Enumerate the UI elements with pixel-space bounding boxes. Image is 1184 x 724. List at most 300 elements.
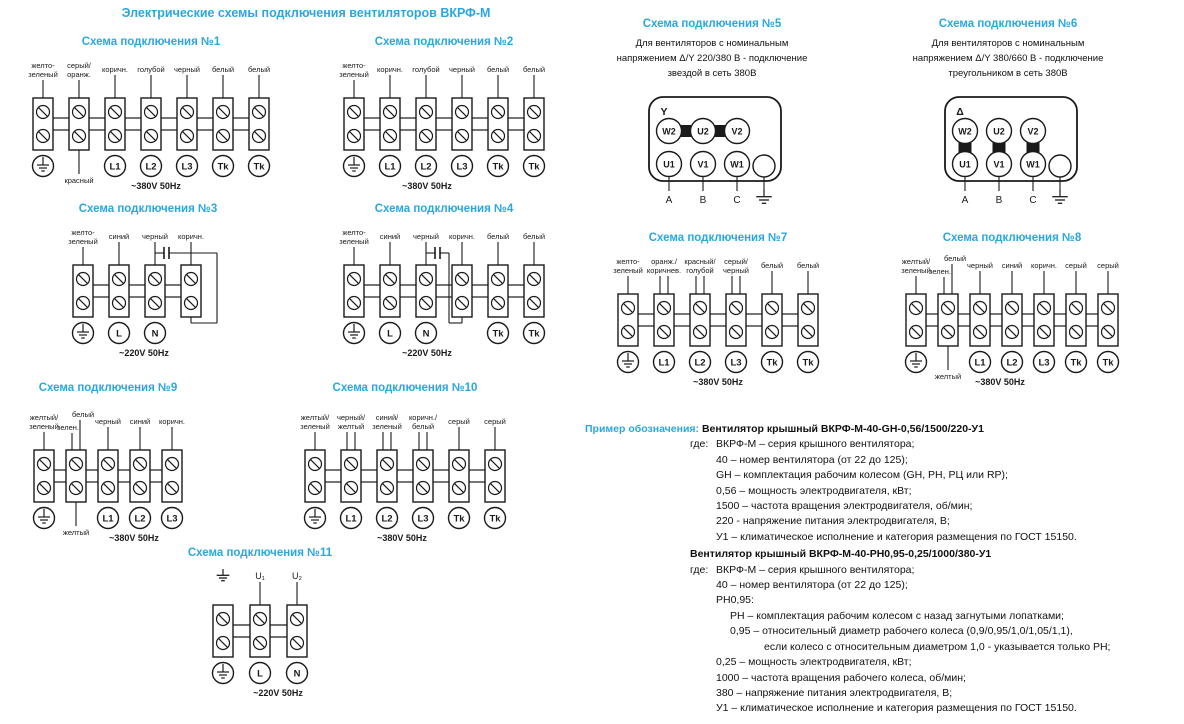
- terminal-designation: [108, 323, 129, 344]
- ground-terminal-icon: [618, 352, 639, 373]
- svg-text:серый: серый: [1097, 261, 1119, 270]
- terminal-column: [523, 65, 545, 177]
- svg-text:зелен.: зелен.: [56, 423, 80, 432]
- svg-text:L3: L3: [181, 161, 193, 173]
- svg-text:серый: серый: [1065, 261, 1087, 270]
- scheme-3-title: Схема подключения №3: [78, 203, 218, 215]
- terminal-column: [108, 232, 129, 344]
- voltage-label: ~380V 50Hz: [109, 533, 159, 543]
- svg-text:зеленый: зеленый: [67, 237, 98, 246]
- screw-terminal-icon: [1006, 302, 1019, 315]
- phase-label: B: [995, 195, 1003, 206]
- screw-terminal-icon: [1070, 326, 1083, 339]
- example-line: 40 – номер вентилятора (от 22 до 125);: [716, 579, 908, 592]
- screw-terminal-icon: [345, 458, 358, 471]
- svg-text:голубой: голубой: [686, 266, 714, 275]
- scheme-10-diagram: [289, 408, 521, 548]
- example-model-title: Вентилятор крышный ВКРФ-М-40-РН0,95-0,25/1000/380-У1: [690, 548, 992, 561]
- screw-terminal-icon: [181, 106, 194, 119]
- terminal-designation: [162, 508, 183, 529]
- svg-text:Tk: Tk: [766, 357, 778, 369]
- svg-text:синий: синий: [379, 232, 401, 241]
- screw-terminal-icon: [181, 130, 194, 143]
- terminal-column: [723, 257, 749, 373]
- svg-text:желтый/: желтый/: [300, 413, 330, 422]
- screw-terminal-icon: [217, 106, 230, 119]
- screw-terminal-icon: [109, 130, 122, 143]
- screw-terminal-icon: [528, 273, 541, 286]
- scheme-1: [6, 36, 296, 196]
- screw-terminal-icon: [148, 273, 161, 286]
- phase-label: C: [733, 195, 741, 206]
- scheme-4: [318, 203, 570, 363]
- terminal-column: [28, 61, 58, 177]
- screw-terminal-icon: [184, 273, 197, 286]
- screw-terminal-icon: [70, 482, 83, 495]
- example-block-2: [585, 547, 1184, 716]
- svg-text:Tk: Tk: [217, 161, 229, 173]
- terminal-column: [29, 413, 59, 529]
- svg-text:синий: синий: [108, 232, 129, 241]
- scheme-6-title: Схема подключения №6: [938, 18, 1078, 30]
- svg-text:белый: белый: [760, 261, 784, 270]
- svg-text:желто-: желто-: [616, 257, 640, 266]
- svg-text:Tk: Tk: [253, 161, 265, 173]
- voltage-label: ~380V 50Hz: [693, 377, 743, 387]
- terminal-column: [212, 65, 234, 177]
- scheme-6-description: Для вентиляторов с номинальным напряжением Δ/Y 380/660 В - подключение треугольником в сеть 380В: [912, 38, 1104, 79]
- screw-terminal-icon: [73, 106, 86, 119]
- example-line: 380 – напряжение питания электродвигателя, В;: [716, 686, 953, 699]
- screw-terminal-icon: [492, 106, 505, 119]
- svg-text:L: L: [115, 328, 122, 340]
- svg-text:коричн.: коричн.: [158, 417, 186, 426]
- terminal-column: [684, 257, 716, 373]
- screw-terminal-icon: [492, 273, 505, 286]
- terminal-column: [1065, 261, 1087, 373]
- terminal-column: [523, 232, 545, 344]
- scheme-6: [888, 18, 1128, 214]
- example-line: 220 - напряжение питания электродвигателя, В;: [716, 515, 950, 528]
- scheme-8: [890, 232, 1134, 392]
- terminal-column: [337, 413, 366, 529]
- terminal-designation: [144, 323, 165, 344]
- screw-terminal-icon: [345, 482, 358, 495]
- scheme-6-diagram: [888, 89, 1128, 214]
- screw-terminal-icon: [38, 482, 51, 495]
- svg-text:желтый: желтый: [934, 372, 962, 381]
- example-model-line: [585, 547, 1184, 562]
- screw-terminal-icon: [70, 458, 83, 471]
- terminal-column: [409, 413, 438, 529]
- scheme-5-title: Схема подключения №5: [642, 18, 782, 30]
- svg-text:коричн.: коричн.: [376, 65, 404, 74]
- terminal-column: [174, 65, 200, 177]
- svg-text:желто-: желто-: [31, 61, 55, 70]
- terminal-column: [57, 410, 94, 537]
- svg-text:U2: U2: [993, 126, 1005, 137]
- terminal-column: [130, 417, 151, 529]
- voltage-label: ~380V 50Hz: [377, 533, 427, 543]
- svg-text:зеленый: зеленый: [339, 70, 369, 79]
- terminal-column: [377, 65, 403, 177]
- terminal-designation: [377, 508, 398, 529]
- terminal-designation: [105, 156, 126, 177]
- screw-terminal-icon: [417, 482, 430, 495]
- svg-text:белый: белый: [522, 65, 546, 74]
- terminal-designation: [213, 156, 234, 177]
- screw-terminal-icon: [694, 302, 707, 315]
- voltage-label: ~380V 50Hz: [975, 377, 1025, 387]
- svg-text:черный: черный: [95, 417, 121, 426]
- terminal-column: [448, 417, 470, 529]
- svg-text:U1: U1: [959, 159, 971, 170]
- screw-terminal-icon: [348, 273, 361, 286]
- svg-text:L2: L2: [420, 161, 432, 173]
- svg-text:U1: U1: [663, 159, 675, 170]
- screw-terminal-icon: [112, 297, 125, 310]
- screw-terminal-icon: [254, 613, 267, 626]
- example-line: У1 – климатическое исполнение и категория размещения по ГОСТ 15150.: [716, 530, 1077, 543]
- svg-text:L2: L2: [1006, 357, 1018, 369]
- svg-text:коричн.: коричн.: [1030, 261, 1058, 270]
- screw-terminal-icon: [145, 106, 158, 119]
- example-model-title: Вентилятор крышный ВКРФ-М-40-GH-0,56/1500/220-У1: [701, 423, 984, 435]
- svg-text:N: N: [151, 328, 158, 340]
- screw-terminal-icon: [766, 326, 779, 339]
- ground-terminal-icon: [72, 323, 93, 344]
- svg-text:L3: L3: [1038, 357, 1050, 369]
- screw-terminal-icon: [528, 297, 541, 310]
- scheme-8-title: Схема подключения №8: [942, 232, 1082, 244]
- example-where-label: где:: [690, 563, 709, 576]
- terminal-designation: [250, 663, 271, 684]
- terminal-column: [137, 65, 164, 177]
- svg-text:Tk: Tk: [528, 161, 540, 173]
- screw-terminal-icon: [456, 297, 469, 310]
- terminal-column: [1031, 261, 1057, 373]
- terminal-designation: [452, 156, 473, 177]
- screw-terminal-icon: [348, 297, 361, 310]
- terminal-column: [95, 417, 121, 529]
- example-line: РН0,95:: [716, 594, 754, 607]
- screw-terminal-icon: [348, 130, 361, 143]
- screw-terminal-icon: [528, 106, 541, 119]
- terminal-column: [68, 228, 98, 344]
- svg-text:желто-: желто-: [70, 228, 95, 237]
- screw-terminal-icon: [134, 458, 147, 471]
- screw-terminal-icon: [730, 302, 743, 315]
- svg-text:W1: W1: [730, 159, 744, 170]
- example-line: 1000 – частота вращения рабочего колеса, об/мин;: [716, 671, 966, 684]
- terminal-designation: [380, 156, 401, 177]
- screw-terminal-icon: [381, 458, 394, 471]
- terminal-designation: [1098, 352, 1119, 373]
- screw-terminal-icon: [694, 326, 707, 339]
- svg-text:коричнев.: коричнев.: [646, 266, 682, 275]
- terminal-column: [967, 261, 993, 373]
- terminal-designation: [1002, 352, 1023, 373]
- svg-text:белый: белый: [247, 65, 271, 74]
- page-title: Электрические схемы подключения вентиляторов ВКРФ-М: [121, 6, 491, 20]
- svg-text:W1: W1: [1026, 159, 1040, 170]
- terminal-column: [647, 257, 681, 373]
- screw-terminal-icon: [622, 302, 635, 315]
- screw-terminal-icon: [1070, 302, 1083, 315]
- ground-icon: [756, 189, 771, 203]
- voltage-label: ~220V 50Hz: [118, 348, 169, 358]
- svg-text:оранж.: оранж.: [67, 70, 91, 79]
- svg-text:Tk: Tk: [492, 161, 504, 173]
- example-label: Пример обозначения:: [585, 423, 702, 435]
- screw-terminal-icon: [291, 637, 304, 650]
- svg-text:белый: белый: [71, 410, 95, 419]
- scheme-8-diagram: [890, 252, 1134, 392]
- screw-terminal-icon: [384, 130, 397, 143]
- screw-terminal-icon: [145, 130, 158, 143]
- unused-terminal: [1049, 155, 1071, 177]
- screw-terminal-icon: [420, 130, 433, 143]
- screw-terminal-icon: [148, 297, 161, 310]
- screw-terminal-icon: [492, 130, 505, 143]
- ground-terminal-icon: [906, 352, 927, 373]
- screw-terminal-icon: [420, 106, 433, 119]
- terminal-column: [287, 571, 308, 684]
- scheme-2-diagram: [328, 56, 560, 196]
- terminal-column: [412, 65, 439, 177]
- svg-text:коричн./: коричн./: [408, 413, 438, 422]
- terminal-designation: [177, 156, 198, 177]
- svg-text:V1: V1: [993, 159, 1005, 170]
- terminal-designation: [1034, 352, 1055, 373]
- svg-text:Tk: Tk: [453, 513, 465, 525]
- svg-text:серый: серый: [448, 417, 470, 426]
- terminal-designation: [341, 508, 362, 529]
- screw-terminal-icon: [456, 106, 469, 119]
- voltage-label: ~380V 50Hz: [131, 181, 181, 191]
- svg-text:желтый/: желтый/: [901, 257, 931, 266]
- svg-text:черный: черный: [413, 232, 439, 241]
- screw-terminal-icon: [291, 613, 304, 626]
- screw-terminal-icon: [528, 130, 541, 143]
- svg-text:зеленый: зеленый: [28, 70, 58, 79]
- svg-text:N: N: [293, 668, 301, 680]
- svg-text:черный: черный: [141, 232, 168, 241]
- svg-text:белый: белый: [211, 65, 235, 74]
- voltage-label: ~220V 50Hz: [253, 688, 303, 698]
- screw-terminal-icon: [420, 297, 433, 310]
- screw-terminal-icon: [1102, 326, 1115, 339]
- scheme-1-title: Схема подключения №1: [81, 36, 221, 48]
- scheme-5-diagram: [592, 89, 832, 214]
- scheme-11-diagram: [197, 563, 323, 703]
- svg-text:оранж./: оранж./: [651, 257, 677, 266]
- screw-terminal-icon: [381, 482, 394, 495]
- svg-text:желтый: желтый: [337, 422, 365, 431]
- svg-text:черный/: черный/: [336, 413, 366, 422]
- svg-text:L: L: [387, 328, 393, 340]
- screw-terminal-icon: [453, 482, 466, 495]
- screw-terminal-icon: [37, 130, 50, 143]
- terminal-designation: [1066, 352, 1087, 373]
- svg-text:зелен.: зелен.: [928, 267, 952, 276]
- screw-terminal-icon: [802, 302, 815, 315]
- ground-terminal-icon: [344, 156, 365, 177]
- screw-terminal-icon: [942, 326, 955, 339]
- terminal-column: [64, 61, 93, 185]
- svg-text:L: L: [257, 668, 263, 680]
- screw-terminal-icon: [309, 482, 322, 495]
- voltage-label: ~380V 50Hz: [402, 181, 452, 191]
- svg-text:L1: L1: [658, 357, 670, 369]
- svg-text:U₂: U₂: [292, 571, 302, 581]
- example-line: 1500 – частота вращения электродвигателя, об/мин;: [716, 500, 973, 513]
- terminal-designation: [970, 352, 991, 373]
- screw-terminal-icon: [910, 326, 923, 339]
- svg-text:зеленый: зеленый: [613, 266, 643, 275]
- screw-terminal-icon: [1006, 326, 1019, 339]
- terminal-designation: [798, 352, 819, 373]
- terminal-designation: [690, 352, 711, 373]
- example-line: где: ВКРФ-М – серия крышного вентилятора;: [585, 563, 1184, 578]
- scheme-4-diagram: [328, 223, 560, 363]
- screw-terminal-icon: [166, 458, 179, 471]
- svg-text:V1: V1: [697, 159, 709, 170]
- winding-symbol: Δ: [956, 106, 964, 118]
- scheme-5-description: Для вентиляторов с номинальным напряжением Δ/Y 220/380 В - подключение звездой в сеть 380В: [616, 38, 808, 79]
- terminal-designation: [524, 156, 545, 177]
- terminal-column: [797, 261, 819, 373]
- svg-text:серый/: серый/: [67, 61, 91, 70]
- terminal-column: [449, 232, 475, 317]
- svg-text:L1: L1: [384, 161, 396, 173]
- voltage-label: ~220V 50Hz: [402, 348, 452, 358]
- screw-terminal-icon: [76, 297, 89, 310]
- svg-text:L2: L2: [381, 513, 393, 525]
- svg-text:черный: черный: [723, 266, 749, 275]
- screw-terminal-icon: [102, 482, 115, 495]
- svg-text:L2: L2: [134, 513, 146, 525]
- screw-terminal-icon: [37, 106, 50, 119]
- example-model-line: [585, 422, 1184, 437]
- svg-text:синий/: синий/: [375, 413, 399, 422]
- screw-terminal-icon: [974, 326, 987, 339]
- svg-text:белый: белый: [943, 254, 967, 263]
- screw-terminal-icon: [1102, 302, 1115, 315]
- svg-text:коричн.: коричн.: [177, 232, 204, 241]
- terminal-column: [1097, 261, 1119, 373]
- scheme-7-title: Схема подключения №7: [648, 232, 788, 244]
- scheme-11-title: Схема подключения №11: [187, 547, 333, 559]
- scheme-10: [280, 382, 530, 548]
- terminal-designation: [485, 508, 506, 529]
- screw-terminal-icon: [942, 302, 955, 315]
- svg-text:V2: V2: [731, 126, 743, 137]
- svg-text:L2: L2: [145, 161, 157, 173]
- svg-text:желтый: желтый: [62, 528, 90, 537]
- screw-terminal-icon: [384, 297, 397, 310]
- screw-terminal-icon: [134, 482, 147, 495]
- ground-icon: [1052, 189, 1067, 203]
- svg-text:белый: белый: [486, 232, 510, 241]
- terminal-designation: [488, 156, 509, 177]
- ground-icon: [217, 569, 230, 581]
- phase-label: A: [665, 195, 673, 206]
- svg-text:L3: L3: [730, 357, 742, 369]
- terminal-column: [372, 413, 402, 529]
- terminal-column: [484, 417, 506, 529]
- svg-text:красный/: красный/: [684, 257, 716, 266]
- terminal-column: [213, 569, 234, 684]
- screw-terminal-icon: [102, 458, 115, 471]
- scheme-3: [42, 203, 254, 363]
- terminal-designation: [726, 352, 747, 373]
- svg-text:L1: L1: [974, 357, 986, 369]
- svg-text:U2: U2: [697, 126, 709, 137]
- svg-text:Tk: Tk: [802, 357, 814, 369]
- terminal-designation: [98, 508, 119, 529]
- example-line: 0,95 – относительный диаметр рабочего колеса (0,9/0,95/1,0/1,05/1,1),: [730, 625, 1073, 638]
- svg-text:L2: L2: [694, 357, 706, 369]
- screw-terminal-icon: [974, 302, 987, 315]
- svg-text:Tk: Tk: [528, 328, 540, 340]
- svg-text:U₁: U₁: [255, 571, 265, 581]
- svg-text:зеленый: зеленый: [29, 422, 59, 431]
- screw-terminal-icon: [217, 637, 230, 650]
- example-line: У1 – климатическое исполнение и категория размещения по ГОСТ 15150.: [716, 702, 1077, 715]
- scheme-9: [8, 382, 208, 548]
- terminal-column: [300, 413, 330, 529]
- terminal-column: [177, 232, 203, 317]
- phase-label: A: [961, 195, 969, 206]
- scheme-11: [160, 547, 360, 703]
- designation-example: [585, 422, 1184, 719]
- phase-label: B: [699, 195, 707, 206]
- svg-text:черный: черный: [967, 261, 993, 270]
- scheme-10-title: Схема подключения №10: [332, 382, 478, 394]
- svg-text:желто-: желто-: [342, 228, 366, 237]
- screw-terminal-icon: [417, 458, 430, 471]
- screw-terminal-icon: [109, 106, 122, 119]
- terminal-column: [1002, 261, 1023, 373]
- svg-text:черный: черный: [174, 65, 200, 74]
- scheme-7: [598, 232, 838, 392]
- scheme-2: [318, 36, 570, 196]
- screw-terminal-icon: [802, 326, 815, 339]
- svg-text:красный: красный: [64, 176, 94, 185]
- screw-terminal-icon: [492, 297, 505, 310]
- scheme-4-title: Схема подключения №4: [374, 203, 514, 215]
- unused-terminal: [753, 155, 775, 177]
- scheme-1-diagram: [17, 56, 285, 196]
- screw-terminal-icon: [456, 130, 469, 143]
- svg-text:синий: синий: [129, 417, 151, 426]
- scheme-7-diagram: [602, 252, 834, 392]
- screw-terminal-icon: [253, 130, 266, 143]
- terminal-designation: [141, 156, 162, 177]
- svg-text:W2: W2: [958, 126, 972, 137]
- terminal-column: [901, 257, 931, 373]
- screw-terminal-icon: [622, 326, 635, 339]
- svg-text:L3: L3: [456, 161, 468, 173]
- svg-text:Tk: Tk: [1070, 357, 1082, 369]
- svg-text:L1: L1: [345, 513, 357, 525]
- screw-terminal-icon: [384, 273, 397, 286]
- screw-terminal-icon: [348, 106, 361, 119]
- scheme-2-title: Схема подключения №2: [374, 36, 514, 48]
- example-block-1: [585, 422, 1184, 545]
- screw-terminal-icon: [489, 458, 502, 471]
